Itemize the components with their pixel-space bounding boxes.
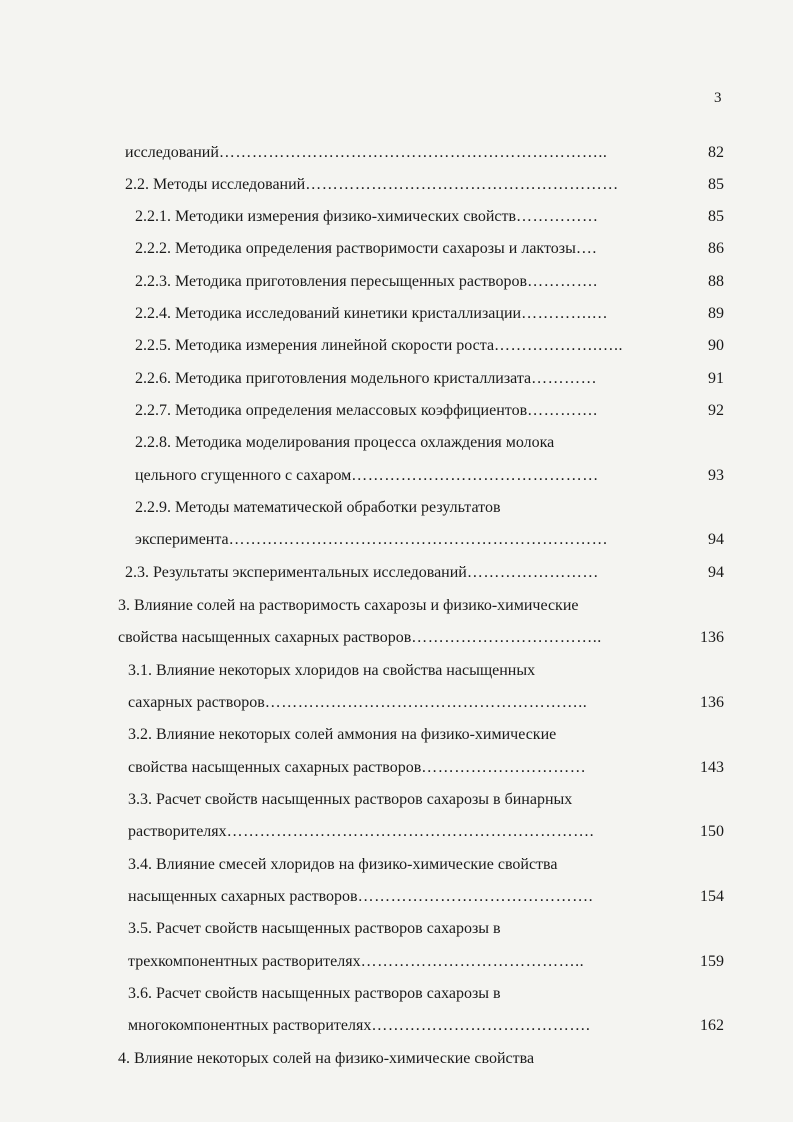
toc-leader-dots: ………………………………………………………….	[226, 823, 595, 840]
toc-line	[118, 626, 680, 650]
toc-page-number: 94	[708, 531, 724, 548]
toc-line	[125, 141, 680, 165]
toc-leader-dots: ………………………………………	[351, 467, 599, 484]
toc-line	[128, 756, 680, 780]
toc-line	[128, 982, 501, 1006]
toc-page-number: 159	[700, 953, 724, 970]
toc-leader-dots: ……………	[516, 208, 599, 225]
toc-line	[135, 431, 554, 455]
toc-line	[135, 205, 680, 229]
toc-line	[125, 561, 680, 585]
toc-page-number: 82	[708, 144, 724, 161]
toc-page-number: 154	[700, 888, 724, 905]
toc-leader-dots: ……………………………..	[411, 629, 602, 646]
toc-line	[135, 334, 680, 358]
toc-page-number: 136	[700, 694, 724, 711]
toc-leader-dots: …………………………	[421, 759, 587, 776]
toc-page-number: 136	[700, 629, 724, 646]
toc-entry-title: 3.6. Расчет свойств насыщенных растворов сахарозы в	[128, 985, 501, 1002]
toc-line	[135, 367, 680, 391]
toc-line	[135, 496, 501, 520]
toc-entry-title: свойства насыщенных сахарных растворов	[118, 629, 412, 646]
toc-entry-title: 2.2.7. Методика определения мелассовых коэффициентов	[135, 402, 528, 419]
toc-leader-dots: …………………………………………………	[305, 176, 619, 193]
toc-leader-dots: ………………………………….	[371, 1017, 591, 1034]
toc-line	[128, 885, 680, 909]
toc-line	[135, 528, 680, 552]
toc-leader-dots: ………….…	[521, 305, 609, 322]
toc-entry-title: сахарных растворов	[128, 694, 265, 711]
toc-page-number: 85	[708, 208, 724, 225]
toc-line	[135, 270, 680, 294]
toc-entry-title: 3. Влияние солей на растворимость сахарозы и физико-химические	[118, 597, 579, 614]
toc-entry-title: 2.2.5. Методика измерения линейной скорости роста	[135, 337, 495, 354]
toc-line	[128, 659, 535, 683]
toc-page-number: 89	[708, 305, 724, 322]
toc-line	[118, 1047, 534, 1071]
toc-entry-title: растворителях	[128, 823, 227, 840]
toc-page-number: 91	[708, 370, 724, 387]
toc-entry-title: 2.2.9. Методы математической обработки результатов	[135, 499, 501, 516]
toc-line	[135, 302, 680, 326]
toc-entry-title: 3.2. Влияние некоторых солей аммония на физико-химические	[128, 726, 557, 743]
toc-leader-dots: ……………….…..	[494, 337, 624, 354]
toc-page-number: 143	[700, 759, 724, 776]
toc-entry-title: 2.3. Результаты экспериментальных исследований	[125, 564, 467, 581]
toc-line	[128, 788, 572, 812]
toc-entry-title: 2.2.2. Методика определения растворимости сахарозы и лактозы	[135, 240, 576, 257]
toc-line	[128, 917, 501, 941]
toc-entry-title: цельного сгущенного с сахаром	[135, 467, 352, 484]
toc-entry-title: 3.1. Влияние некоторых хлоридов на свойства насыщенных	[128, 662, 536, 679]
toc-page-number: 85	[708, 176, 724, 193]
toc-line	[135, 237, 680, 261]
toc-line	[118, 594, 578, 618]
toc-page-number: 94	[708, 564, 724, 581]
toc-page-number: 93	[708, 467, 724, 484]
toc-line	[128, 820, 680, 844]
toc-leader-dots: …………………………………….	[357, 888, 594, 905]
toc-line	[128, 950, 680, 974]
toc-leader-dots: …………	[531, 370, 598, 387]
toc-leader-dots: ……………………………………………………………..	[218, 144, 608, 161]
toc-line	[128, 853, 557, 877]
toc-leader-dots: ……………………	[466, 564, 599, 581]
toc-entry-title: 2.2.3. Методика приготовления пересыщенных растворов	[135, 273, 528, 290]
toc-line	[128, 723, 556, 747]
toc-leader-dots: …………………………………..	[360, 953, 585, 970]
toc-page-number: 150	[700, 823, 724, 840]
toc-entry-title: трехкомпонентных растворителях	[128, 953, 361, 970]
toc-entry-title: 3.4. Влияние смесей хлоридов на физико-химические свойства	[128, 856, 558, 873]
toc-entry-title: многокомпонентных растворителях	[128, 1017, 372, 1034]
toc-leader-dots: …………………………………………………..	[264, 694, 588, 711]
toc-page-number: 92	[708, 402, 724, 419]
toc-leader-dots: ………….	[527, 402, 598, 419]
toc-entry-title: 2.2.1. Методики измерения физико-химических свойств	[135, 208, 517, 225]
toc-entry-title: насыщенных сахарных растворов	[128, 888, 358, 905]
toc-line	[135, 399, 680, 423]
toc-leader-dots: ….	[575, 240, 597, 257]
toc-entry-title: 3.5. Расчет свойств насыщенных растворов сахарозы в	[128, 920, 501, 937]
toc-page-number: 90	[708, 337, 724, 354]
toc-page-number: 88	[708, 273, 724, 290]
toc-entry-title: 4. Влияние некоторых солей на физико-химические свойства	[118, 1050, 535, 1067]
toc-line	[135, 464, 680, 488]
toc-entry-title: 2.2.8. Методика моделирования процесса охлаждения молока	[135, 434, 555, 451]
toc-leader-dots: ………….	[527, 273, 598, 290]
toc-line	[128, 1014, 680, 1038]
toc-line	[125, 173, 680, 197]
toc-entry-title: эксперимента	[135, 531, 229, 548]
toc-entry-title: исследований	[125, 144, 219, 161]
toc-entry-title: 3.3. Расчет свойств насыщенных растворов сахарозы в бинарных	[128, 791, 573, 808]
toc-entry-title: 2.2. Методы исследований	[125, 176, 306, 193]
toc-page-number: 86	[708, 240, 724, 257]
toc-entry-title: свойства насыщенных сахарных растворов	[128, 759, 422, 776]
toc-line	[128, 691, 680, 715]
toc-entry-title: 2.2.4. Методика исследований кинетики кристаллизации	[135, 305, 522, 322]
toc-entry-title: 2.2.6. Методика приготовления модельного кристаллизата	[135, 370, 532, 387]
toc-leader-dots: ……………………………………………………………	[228, 531, 609, 548]
page-number: 3	[714, 90, 722, 106]
toc-page-number: 162	[700, 1017, 724, 1034]
